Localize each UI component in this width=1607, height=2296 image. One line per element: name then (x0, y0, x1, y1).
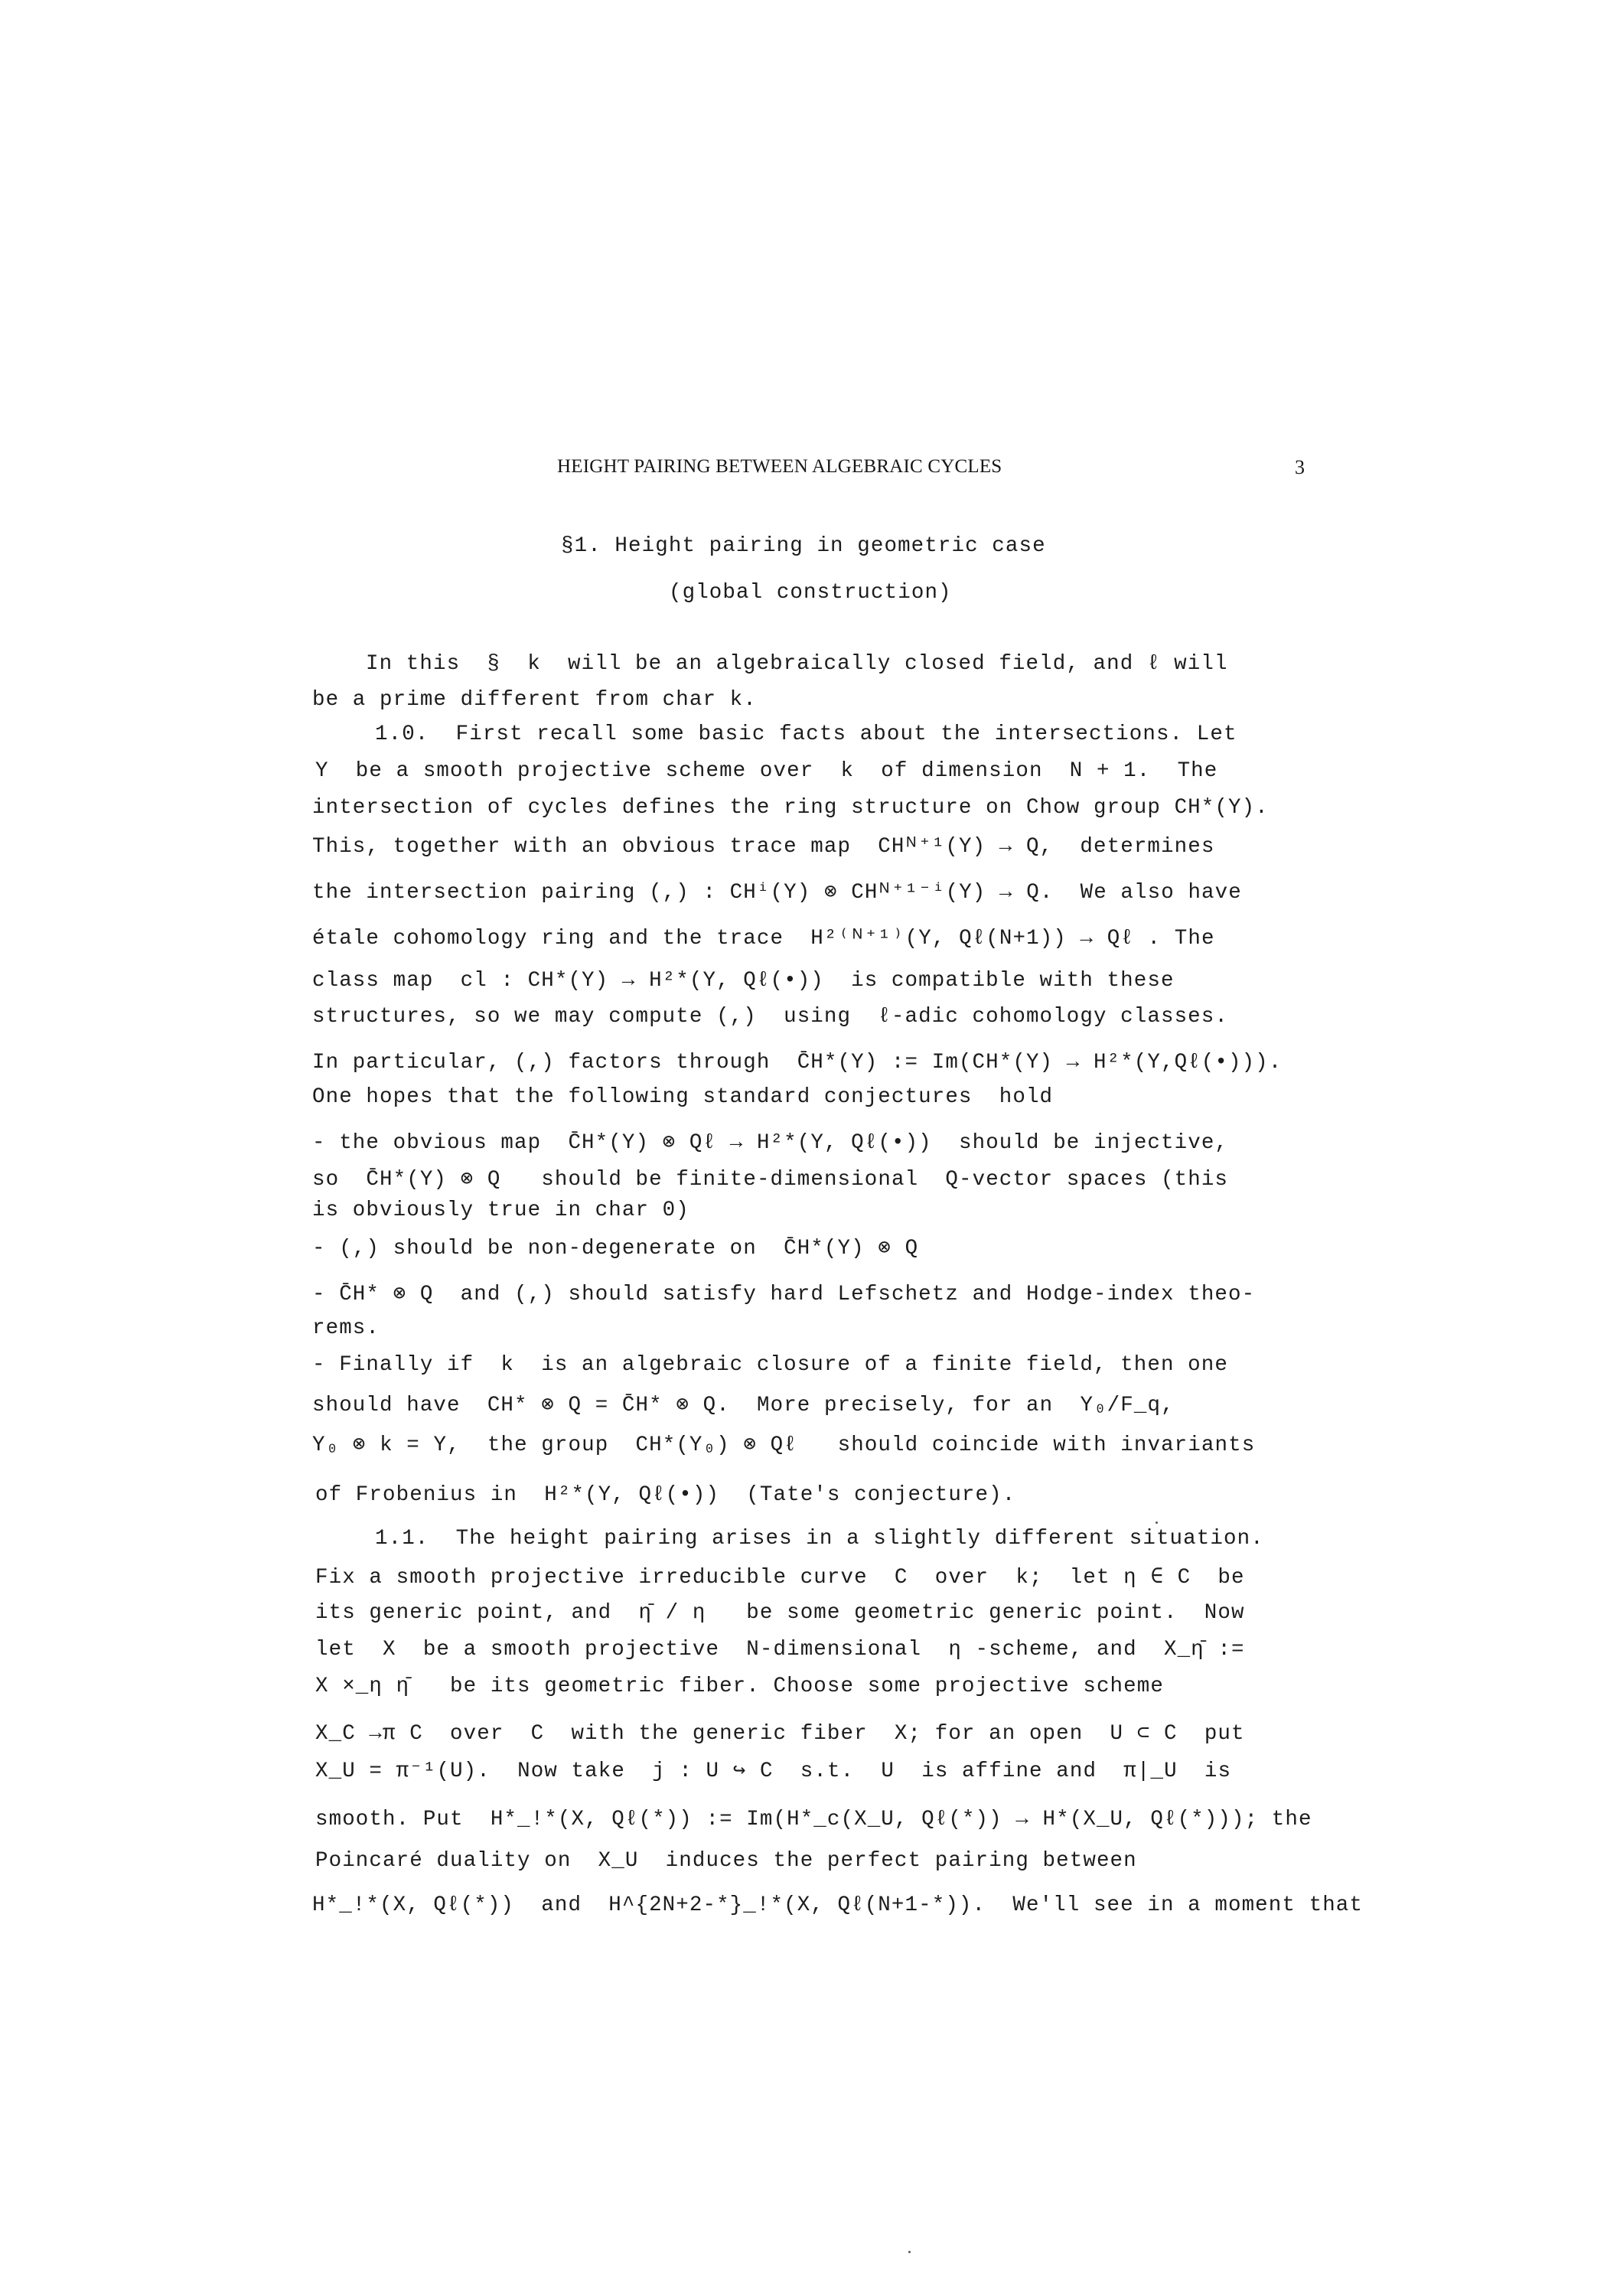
text-line: Y₀ ⊗ k = Y, the group CH*(Y₀) ⊗ Qℓ should coincide with invariants (312, 1433, 1256, 1457)
text-line: should have CH* ⊗ Q = C̄H* ⊗ Q. More precisely, for an Y₀/F_q, (312, 1394, 1175, 1417)
section-subtitle: (global construction) (669, 581, 952, 605)
text-line: 1.0. First recall some basic facts about the intersections. Let (375, 722, 1237, 746)
text-line: Y be a smooth projective scheme over k of dimension N + 1. The (315, 759, 1218, 783)
text-line: class map cl : CH*(Y) → H²*(Y, Qℓ(•)) is compatible with these (312, 969, 1175, 993)
text-line: In particular, (,) factors through C̄H*(Y) := Im(CH*(Y) → H²*(Y,Qℓ(•))). (312, 1051, 1283, 1075)
text-line: so C̄H*(Y) ⊗ Q should be finite-dimensional Q-vector spaces (this (312, 1168, 1229, 1192)
text-line: its generic point, and η̄ / η be some geometric generic point. Now (315, 1601, 1245, 1625)
text-line: of Frobenius in H²*(Y, Qℓ(•)) (Tate's conjecture). (315, 1483, 1016, 1507)
text-line: let X be a smooth projective N-dimensional η -scheme, and X_η̄ := (315, 1638, 1245, 1662)
text-line: In this § k will be an algebraically closed field, and ℓ will (366, 652, 1228, 676)
text-line: Poincaré duality on X_U induces the perfect pairing between (315, 1849, 1137, 1873)
text-line: X_U = π⁻¹(U). Now take j : U ↪ C s.t. U is affine and π|_U is (315, 1760, 1232, 1783)
text-line: - the obvious map C̄H*(Y) ⊗ Qℓ → H²*(Y, Qℓ(•)) should be injective, (312, 1131, 1229, 1155)
page-number: 3 (1295, 456, 1305, 478)
section-title: §1. Height pairing in geometric case (561, 534, 1046, 558)
text-line: is obviously true in char 0) (312, 1199, 689, 1222)
text-line: - Finally if k is an algebraic closure of a finite field, then one (312, 1353, 1228, 1377)
text-line: intersection of cycles defines the ring structure on Chow group CH*(Y). (312, 796, 1269, 820)
scan-speck (908, 2251, 911, 2253)
text-line: rems. (312, 1316, 380, 1340)
text-line: be a prime different from char k. (312, 688, 757, 712)
text-line: X_C →π C over C with the generic fiber X; for an open U ⊂ C put (315, 1722, 1245, 1746)
text-line: structures, so we may compute (,) using ℓ-adic cohomology classes. (312, 1005, 1228, 1029)
text-line: X ×_η η̄ be its geometric fiber. Choose some projective scheme (315, 1675, 1164, 1698)
text-line: H*_!*(X, Qℓ(*)) and H^{2N+2-*}_!*(X, Qℓ(N+1-*)). We'll see in a moment that (312, 1893, 1364, 1917)
text-line: smooth. Put H*_!*(X, Qℓ(*)) := Im(H*_c(X_U, Qℓ(*)) → H*(X_U, Qℓ(*))); the (315, 1808, 1312, 1831)
text-line: the intersection pairing (,) : CHⁱ(Y) ⊗ CHᴺ⁺¹⁻ⁱ(Y) → Q. We also have (312, 881, 1242, 905)
text-line: - (,) should be non-degenerate on C̄H*(Y) ⊗ Q (312, 1237, 919, 1261)
text-line: One hopes that the following standard conjectures hold (312, 1085, 1054, 1109)
text-line: This, together with an obvious trace map CHᴺ⁺¹(Y) → Q, determines (312, 835, 1215, 859)
running-header: HEIGHT PAIRING BETWEEN ALGEBRAIC CYCLES (557, 456, 1002, 477)
text-line: Fix a smooth projective irreducible curve C over k; let η ∈ C be (315, 1566, 1245, 1590)
scan-speck (1156, 1521, 1158, 1524)
text-line: 1.1. The height pairing arises in a slightly different situation. (375, 1527, 1264, 1551)
text-line: - C̄H* ⊗ Q and (,) should satisfy hard Lefschetz and Hodge-index theo- (312, 1283, 1256, 1306)
text-line: étale cohomology ring and the trace H²⁽ᴺ⁺¹⁾(Y, Qℓ(N+1)) → Qℓ . The (312, 927, 1215, 951)
